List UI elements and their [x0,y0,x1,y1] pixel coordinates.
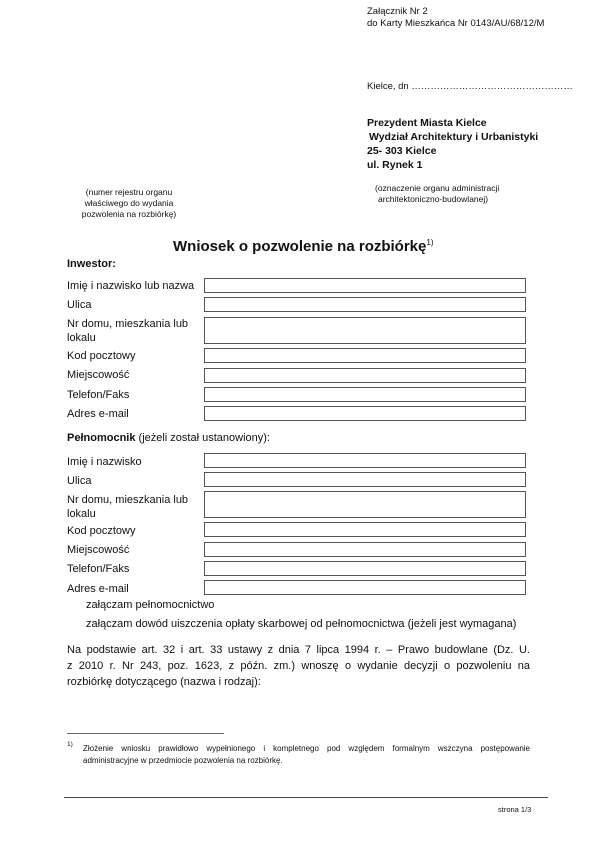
proxy-heading-bold: Pełnomocnik [67,432,136,444]
footnote-line-1: Złożenie wniosku prawidłowo wypełnionego i kompletnego pod względem formalnym wszczyna postępowanie [83,744,530,753]
investor-street-label: Ulica [67,299,92,311]
body-line-1: Na podstawie art. 32 i art. 33 ustawy z dnia 7 lipca 1994 r. – Prawo budowlane (Dz. U. [67,644,530,656]
attachment-number: Załącznik Nr 2 [367,6,428,17]
page-title [173,238,434,255]
proxy-house-field[interactable] [204,491,526,518]
authority-note-line-2: architektoniczno-budowlanej) [378,194,489,204]
proxy-email-label: Adres e-mail [67,583,129,595]
proxy-street-label: Ulica [67,475,92,487]
investor-name-label: Imię i nazwisko lub nazwa [67,280,195,292]
proxy-postal-field[interactable] [204,522,526,537]
investor-email-field[interactable] [204,406,526,421]
proxy-heading [67,432,270,444]
title-text: Wniosek o pozwolenie na rozbiórkę [173,238,427,255]
attach-fee-proof[interactable] [86,618,516,630]
registry-note-line-1: (numer rejestru organu [85,187,173,197]
investor-city-label: Miejscowość [67,369,130,381]
authority-line-1: Prezydent Miasta Kielce [367,117,487,129]
proxy-phone-field[interactable] [204,561,526,576]
proxy-name-label: Imię i nazwisko [67,456,142,468]
authority-note-line-1: (oznaczenie organu administracji [375,183,500,193]
attach-fee-proof-label: załączam dowód uiszczenia opłaty skarbowej od pełnomocnictwa (jeżeli jest wymagana) [86,618,517,630]
footnote-separator [67,733,224,734]
proxy-house-label-1: Nr domu, mieszkania lub [67,494,189,506]
investor-house-field[interactable] [204,317,526,344]
investor-street-field[interactable] [204,297,526,312]
page-number: strona 1/3 [498,805,532,814]
investor-house-label-2: lokalu [67,332,96,344]
proxy-postal-label: Kod pocztowy [67,525,136,537]
footnote-line-2: administracyjne w przedmiocie pozwolenia na rozbiórkę. [83,756,283,765]
proxy-email-field[interactable] [204,580,526,595]
proxy-street-field[interactable] [204,472,526,487]
body-line-2: z 2010 r. Nr 243, poz. 1623, z późn. zm.) wnoszę o wydanie decyzji o pozwoleniu na [67,660,530,672]
body-line-3: rozbiórkę dotyczącego (nazwa i rodzaj): [67,676,261,688]
authority-line-3: 25- 303 Kielce [367,145,437,157]
registry-note-line-2: właściwego do wydania [84,198,174,208]
card-number: do Karty Mieszkańca Nr 0143/AU/68/12/M [367,18,545,29]
proxy-phone-label: Telefon/Faks [67,563,130,575]
attach-power-of-attorney-label: załączam pełnomocnictwo [86,599,215,611]
authority-line-2: Wydział Architektury i Urbanistyki [369,131,539,143]
investor-postal-label: Kod pocztowy [67,350,136,362]
investor-email-label: Adres e-mail [67,408,129,420]
investor-name-field[interactable] [204,278,526,293]
title-footnote-mark: 1) [426,238,434,247]
investor-heading: Inwestor: [67,258,116,270]
investor-phone-label: Telefon/Faks [67,389,130,401]
investor-postal-field[interactable] [204,348,526,363]
investor-city-field[interactable] [204,368,526,383]
authority-line-4: ul. Rynek 1 [367,159,423,171]
proxy-name-field[interactable] [204,453,526,468]
registry-note-line-3: pozwolenia na rozbiórkę) [81,209,177,219]
proxy-house-label-2: lokalu [67,508,96,520]
place-date: Kielce, dn …………………………………………… [367,81,573,92]
proxy-city-label: Miejscowość [67,544,130,556]
attach-power-of-attorney[interactable] [86,599,214,611]
investor-phone-field[interactable] [204,387,526,402]
proxy-city-field[interactable] [204,542,526,557]
footer-rule [64,797,548,798]
footnote-mark: 1) [67,741,73,748]
investor-house-label-1: Nr domu, mieszkania lub [67,318,189,330]
proxy-heading-rest: (jeżeli został ustanowiony): [135,432,270,444]
